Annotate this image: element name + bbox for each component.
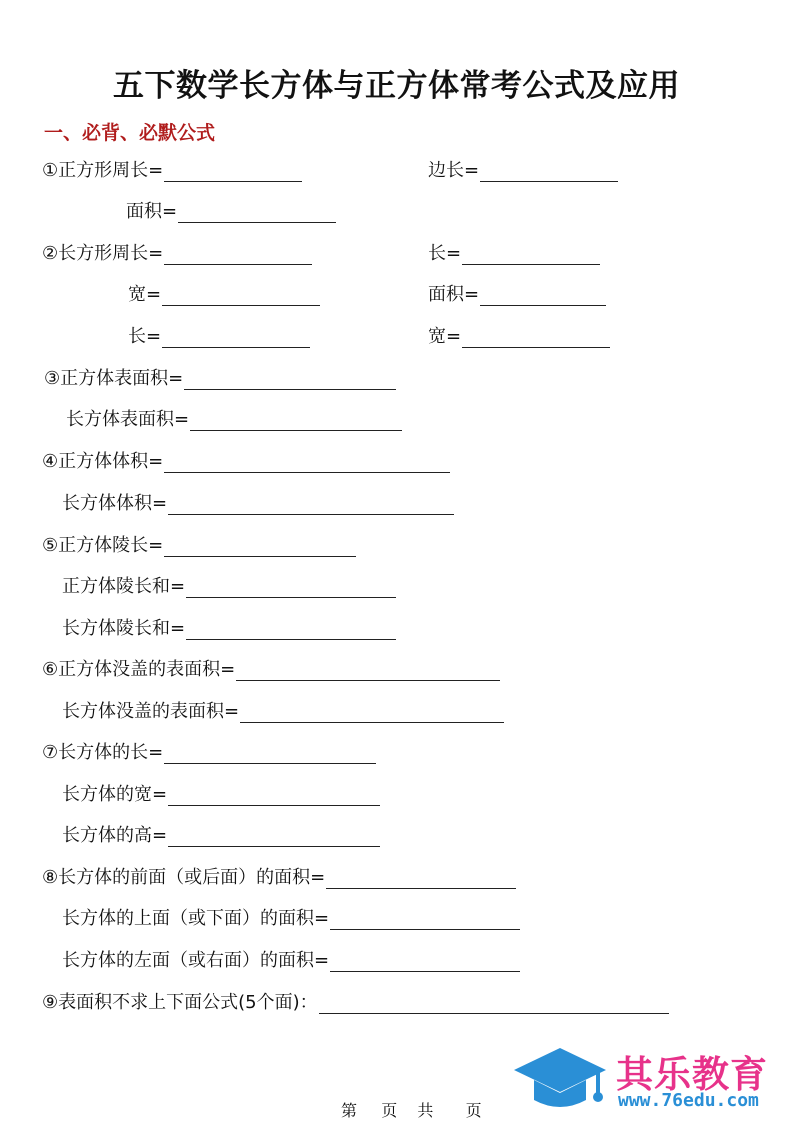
formula-label: 长方体的宽= xyxy=(62,784,168,805)
formula-label: ⑦长方体的长= xyxy=(42,742,164,763)
formula-row xyxy=(62,576,396,598)
graduation-cap-icon xyxy=(510,1040,610,1115)
answer-blank[interactable] xyxy=(164,454,450,473)
formula-label: 长= xyxy=(428,243,462,264)
formula-row xyxy=(62,784,380,806)
formula-row xyxy=(42,867,516,889)
answer-blank[interactable] xyxy=(184,371,396,390)
formula-label: ⑤正方体陵长= xyxy=(42,535,164,556)
answer-blank[interactable] xyxy=(186,621,396,640)
formula-label: 长方体体积= xyxy=(62,493,168,514)
formula-row xyxy=(62,618,396,640)
formula-row xyxy=(42,742,376,764)
formula-row xyxy=(42,535,356,557)
formula-row xyxy=(128,284,320,306)
answer-blank[interactable] xyxy=(236,662,500,681)
formula-row xyxy=(42,992,669,1014)
footer-text: 第 xyxy=(341,1101,358,1120)
footer-text: 页 xyxy=(465,1101,482,1120)
answer-blank[interactable] xyxy=(319,995,669,1014)
brand-logo xyxy=(510,1040,790,1115)
formula-row xyxy=(62,950,520,972)
answer-blank[interactable] xyxy=(164,246,312,265)
formula-label: 长方体表面积= xyxy=(66,409,190,430)
answer-blank[interactable] xyxy=(326,870,516,889)
formula-row xyxy=(42,160,302,182)
answer-blank[interactable] xyxy=(164,538,356,557)
formula-label: 边长= xyxy=(428,160,480,181)
formula-label: 正方体陵长和= xyxy=(62,576,186,597)
formula-label: ①正方形周长= xyxy=(42,160,164,181)
answer-blank[interactable] xyxy=(462,246,600,265)
answer-blank[interactable] xyxy=(462,329,610,348)
answer-blank[interactable] xyxy=(330,953,520,972)
formula-row xyxy=(42,451,450,473)
formula-row xyxy=(62,701,504,723)
formula-row xyxy=(126,201,336,223)
formula-label: ⑨表面积不求上下面公式(5个面)： xyxy=(42,992,318,1013)
formula-label: 长方体的左面（或右面）的面积= xyxy=(62,950,330,971)
answer-blank[interactable] xyxy=(168,496,454,515)
formula-label: 面积= xyxy=(126,201,178,222)
formula-label: 长方体的上面（或下面）的面积= xyxy=(62,908,330,929)
answer-blank[interactable] xyxy=(168,787,380,806)
answer-blank[interactable] xyxy=(480,163,618,182)
page-footer xyxy=(341,1098,482,1121)
footer-text: 共 xyxy=(417,1101,434,1120)
formula-label: ⑥正方体没盖的表面积= xyxy=(42,659,236,680)
formula-row xyxy=(66,409,402,431)
formula-row xyxy=(44,368,396,390)
answer-blank[interactable] xyxy=(190,412,402,431)
formula-row xyxy=(62,493,454,515)
formula-row xyxy=(428,243,600,265)
formula-row xyxy=(428,284,606,306)
formula-label: ③正方体表面积= xyxy=(44,368,184,389)
answer-blank[interactable] xyxy=(480,287,606,306)
formula-row xyxy=(428,326,610,348)
footer-text: 页 xyxy=(381,1101,398,1120)
answer-blank[interactable] xyxy=(186,579,396,598)
page-title: 五下数学长方体与正方体常考公式及应用 xyxy=(113,68,680,104)
brand-url: www.76edu.com xyxy=(618,1090,759,1111)
formula-label: 长= xyxy=(128,326,162,347)
answer-blank[interactable] xyxy=(330,911,520,930)
section-heading: 一、必背、必默公式 xyxy=(44,122,216,144)
brand-name: 其乐教育 xyxy=(616,1053,768,1096)
answer-blank[interactable] xyxy=(178,204,336,223)
answer-blank[interactable] xyxy=(168,828,380,847)
formula-label: 长方体陵长和= xyxy=(62,618,186,639)
formula-label: ②长方形周长= xyxy=(42,243,164,264)
formula-label: 长方体没盖的表面积= xyxy=(62,701,240,722)
formula-row xyxy=(62,825,380,847)
formula-row xyxy=(428,160,618,182)
answer-blank[interactable] xyxy=(162,287,320,306)
formula-label: ⑧长方体的前面（或后面）的面积= xyxy=(42,867,326,888)
formula-label: 宽= xyxy=(128,284,162,305)
answer-blank[interactable] xyxy=(240,704,504,723)
answer-blank[interactable] xyxy=(164,163,302,182)
formula-row xyxy=(42,243,312,265)
formula-row xyxy=(62,908,520,930)
answer-blank[interactable] xyxy=(164,745,376,764)
answer-blank[interactable] xyxy=(162,329,310,348)
formula-row xyxy=(42,659,500,681)
formula-label: 长方体的高= xyxy=(62,825,168,846)
formula-label: 面积= xyxy=(428,284,480,305)
formula-row xyxy=(128,326,310,348)
formula-label: ④正方体体积= xyxy=(42,451,164,472)
formula-label: 宽= xyxy=(428,326,462,347)
